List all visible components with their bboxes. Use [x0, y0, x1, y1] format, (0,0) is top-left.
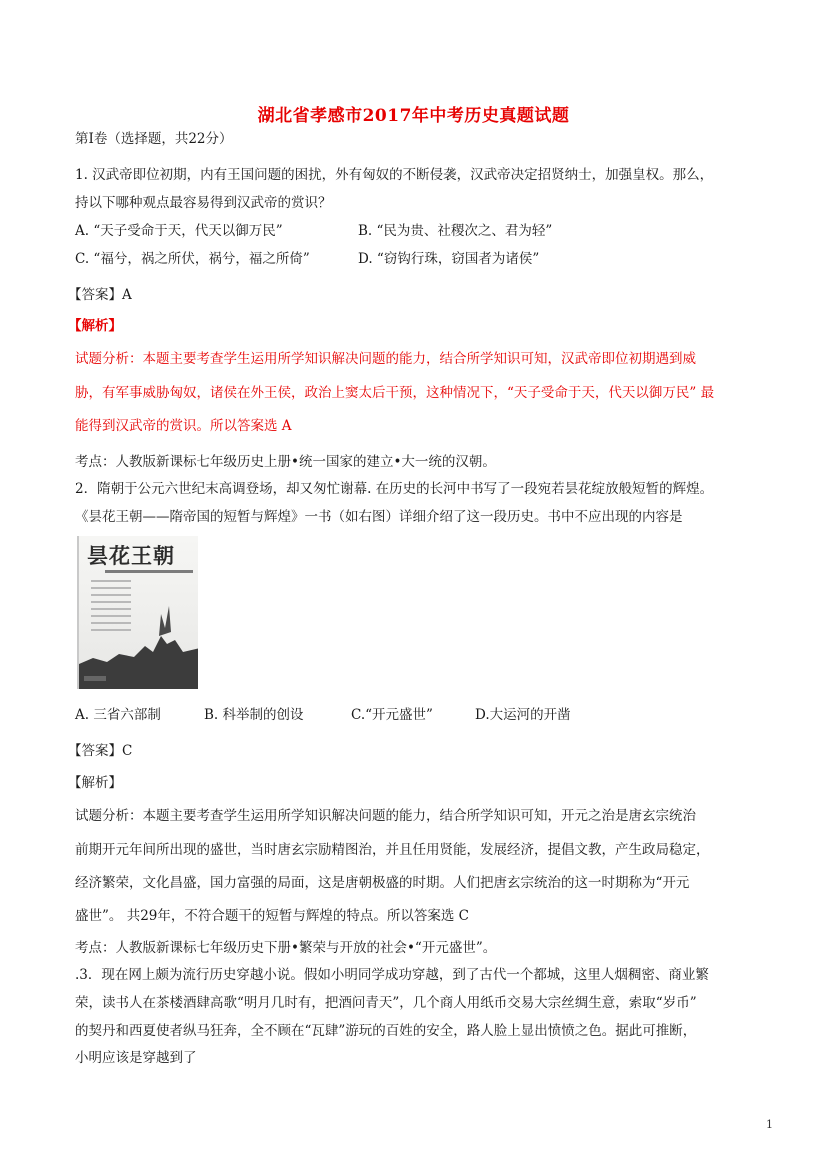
q1-option-a: A. “天子受命于天，代天以御万民” — [75, 223, 283, 239]
page-number: 1 — [766, 1118, 773, 1131]
q2-option-d: D.大运河的开凿 — [475, 707, 571, 723]
q2-answer: 【答案】C — [68, 743, 133, 759]
book-cover-image — [77, 536, 198, 689]
q1-stem-line2: 持以下哪种观点最容易得到汉武帝的赏识？ — [75, 195, 332, 211]
q1-option-d: D. “窃钩行珠，窃国者为诸侯” — [358, 251, 540, 267]
q1-analysis-line3: 能得到汉武帝的赏识。所以答案选 A — [75, 418, 292, 434]
q2-analysis-line3: 经济繁荣，文化昌盛，国力富强的局面，这是唐朝极盛的时期。人们把唐玄宗统治的这一时期称为“开元 — [75, 875, 690, 891]
q2-point: 考点：人教版新课标七年级历史下册•繁荣与开放的社会•“开元盛世”。 — [75, 940, 497, 956]
book-cover-landscape — [79, 536, 198, 689]
section-heading: 第Ⅰ卷（选择题，共22分） — [75, 131, 233, 147]
q2-analysis-line2: 前期开元年间所出现的盛世，当时唐玄宗励精图治，并且任用贤能，发展经济，提倡文教，产生政局稳定， — [75, 842, 710, 858]
document-title: 湖北省孝感市2017年中考历史真题试题 — [257, 106, 570, 126]
q2-stem-line2: 《昙花王朝——隋帝国的短暂与辉煌》一书（如右图）详细介绍了这一段历史。书中不应出现的内容是 — [75, 509, 683, 525]
q2-analysis-label: 【解析】 — [68, 775, 122, 791]
q3-stem-line2: 荣，读书人在茶楼酒肆高歌“明月几时有，把酒问青天”，几个商人用纸币交易大宗丝绸生意，索取“岁币” — [75, 995, 697, 1011]
q2-option-a: A. 三省六部制 — [75, 707, 161, 723]
q2-stem-line1: 2．隋朝于公元六世纪末高调登场，却又匆忙谢幕. 在历史的长河中书写了一段宛若昙花绽放般短暂的辉煌。 — [75, 481, 714, 497]
q1-analysis-line1: 试题分析：本题主要考查学生运用所学知识解决问题的能力，结合所学知识可知，汉武帝即位初期遇到威 — [75, 351, 696, 367]
q2-option-b: B. 科举制的创设 — [204, 707, 304, 723]
q1-analysis-line2: 胁，有军事威胁匈奴，诸侯在外王侯，政治上窦太后干预，这种情况下，“天子受命于天，代天以御万民” 最 — [75, 385, 715, 401]
q2-analysis-line1: 试题分析：本题主要考查学生运用所学知识解决问题的能力，结合所学知识可知，开元之治是唐玄宗统治 — [75, 808, 696, 824]
q2-option-c: C.“开元盛世” — [351, 707, 433, 723]
q1-stem-line1: 1. 汉武帝即位初期，内有王国问题的困扰，外有匈奴的不断侵袭，汉武帝决定招贤纳士，加强皇权。那么， — [75, 167, 714, 183]
q3-stem-line4: 小明应该是穿越到了 — [75, 1050, 197, 1066]
book-cover-title: 昙花王朝 — [87, 543, 175, 568]
q1-option-b: B. “民为贵、社稷次之、君为轻” — [358, 223, 553, 239]
q2-analysis-line4: 盛世”。 共29年，不符合题干的短暂与辉煌的特点。所以答案选 C — [75, 908, 469, 924]
q1-point: 考点：人教版新课标七年级历史上册•统一国家的建立•大一统的汉朝。 — [75, 454, 496, 470]
q1-answer: 【答案】A — [68, 287, 132, 303]
q1-analysis-label: 【解析】 — [68, 318, 122, 334]
q3-stem-line1: .3．现在网上颇为流行历史穿越小说。假如小明同学成功穿越，到了古代一个都城，这里人烟稠密、商业繁 — [75, 967, 709, 983]
q3-stem-line3: 的契丹和西夏使者纵马狂奔，全不顾在“瓦肆”游玩的百姓的安全，路人脸上显出愤愤之色。据此可推断， — [75, 1023, 697, 1039]
q1-option-c: C. “福兮，祸之所伏，祸兮，福之所倚” — [75, 251, 310, 267]
